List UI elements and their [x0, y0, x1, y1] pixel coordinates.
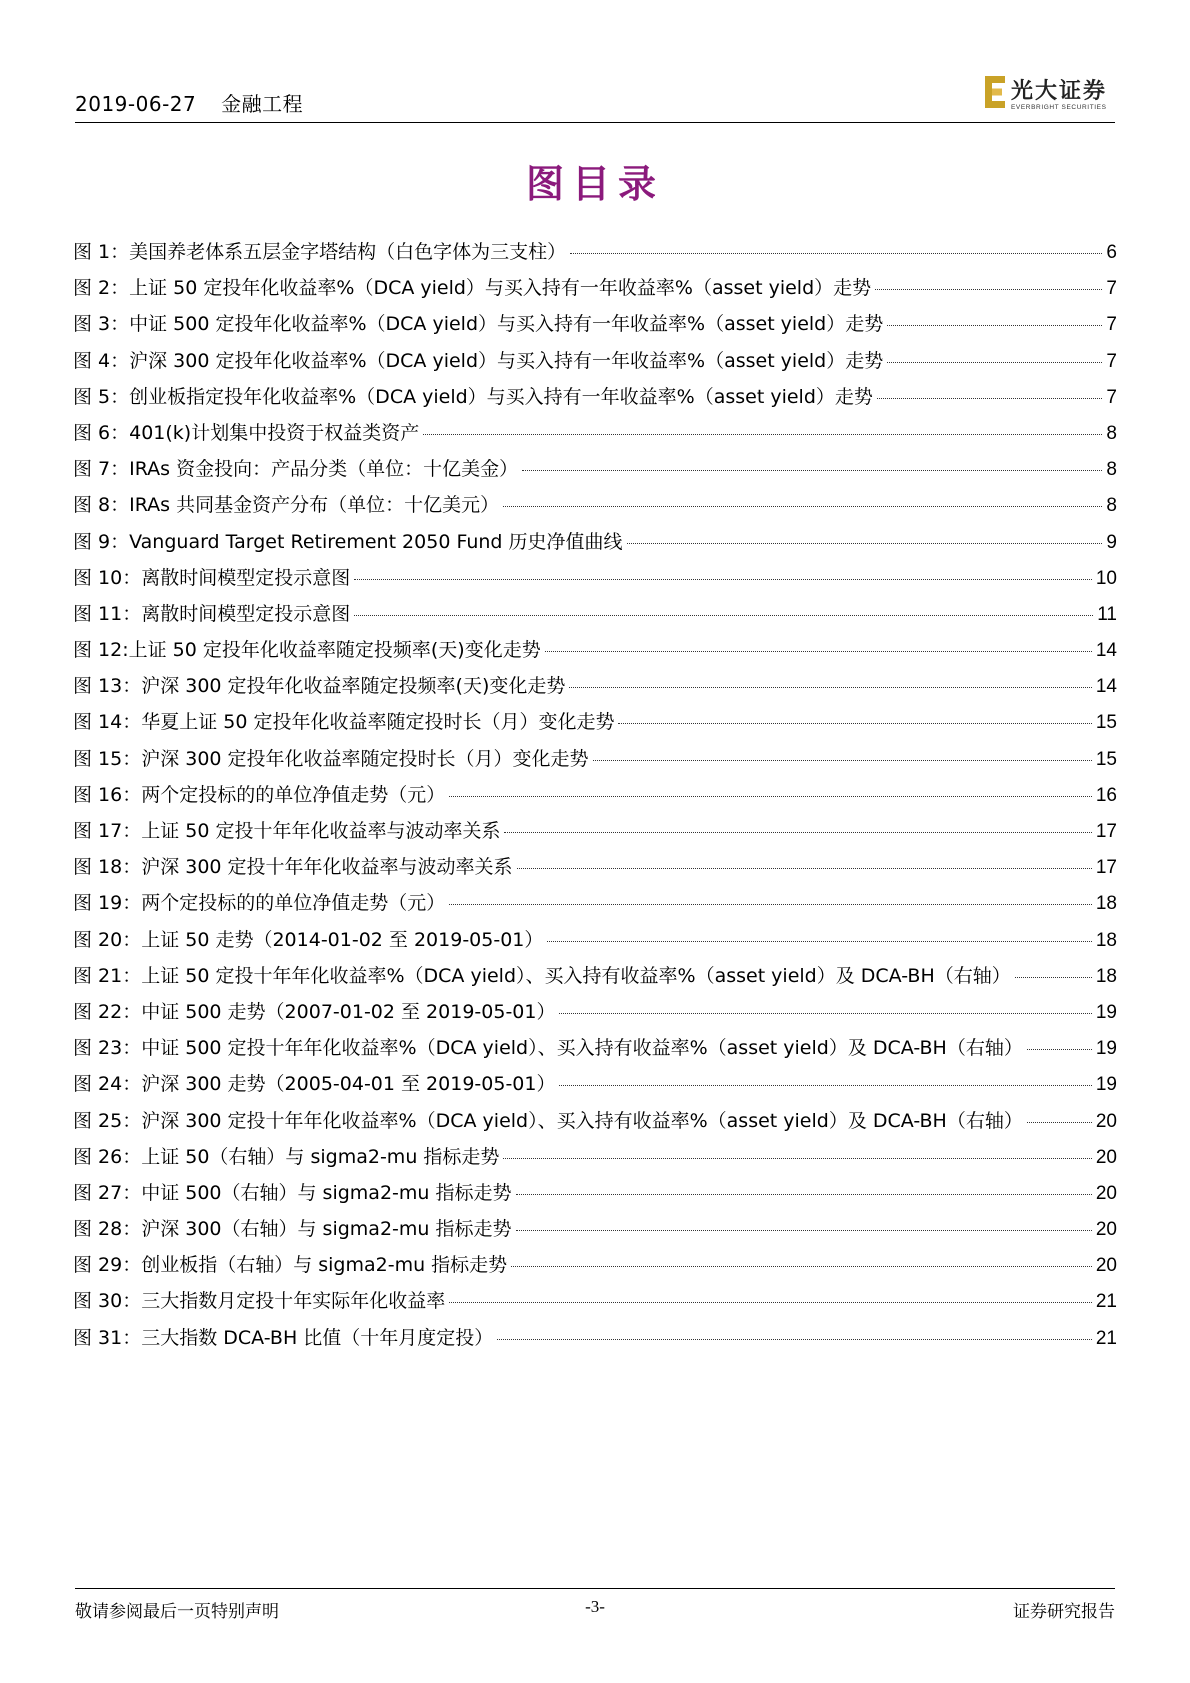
toc-entry[interactable]	[73, 309, 1117, 345]
toc-dot-leader	[547, 941, 1091, 942]
toc-entry[interactable]	[73, 1033, 1117, 1069]
toc-entry[interactable]	[73, 237, 1117, 273]
toc-entry-page: 19	[1095, 1001, 1117, 1023]
toc-entry-page: 19	[1095, 1074, 1117, 1096]
toc-entry[interactable]	[73, 382, 1117, 418]
toc-entry[interactable]	[73, 744, 1117, 780]
toc-dot-leader	[545, 651, 1092, 652]
toc-entry-label: 图 28：沪深 300（右轴）与 sigma2-mu 指标走势	[73, 1218, 512, 1241]
toc-entry-label: 图 5：创业板指定投年化收益率%（DCA yield）与买入持有一年收益率%（asset yield）走势	[73, 385, 873, 408]
toc-entry-label: 图 1：美国养老体系五层金字塔结构（白色字体为三支柱）	[73, 241, 567, 263]
toc-dot-leader	[618, 723, 1091, 724]
toc-dot-leader	[511, 1266, 1092, 1267]
header-meta	[75, 88, 303, 117]
toc-entry-page: 20	[1095, 1146, 1117, 1168]
toc-entry[interactable]	[73, 490, 1117, 526]
toc-entry-label: 图 14：华夏上证 50 定投年化收益率随定投时长（月）变化走势	[73, 711, 615, 734]
toc-dot-leader	[516, 1194, 1092, 1195]
toc-dot-leader	[354, 579, 1092, 580]
toc-dot-leader	[569, 687, 1091, 688]
toc-entry-label: 图 18：沪深 300 定投十年年化收益率与波动率关系	[73, 856, 513, 879]
toc-entry-page: 7	[1106, 314, 1117, 336]
toc-dot-leader	[559, 1085, 1091, 1086]
toc-entry-label: 图 17：上证 50 定投十年年化收益率与波动率关系	[73, 820, 501, 842]
toc-dot-leader	[503, 506, 1102, 507]
toc-entry-page: 10	[1095, 567, 1117, 589]
toc-entry-label: 图 20：上证 50 走势（2014-01-02 至 2019-05-01）	[73, 928, 544, 951]
toc-entry-page: 15	[1095, 712, 1117, 734]
toc-dot-leader	[1015, 977, 1092, 978]
toc-dot-leader	[593, 760, 1092, 761]
toc-entry-page: 14	[1095, 640, 1117, 662]
toc-dot-leader	[522, 470, 1102, 471]
toc-dot-leader	[449, 904, 1092, 905]
toc-dot-leader	[570, 253, 1102, 254]
report-category: 金融工程	[221, 92, 304, 116]
toc-entry-label: 图 2：上证 50 定投年化收益率%（DCA yield）与买入持有一年收益率%（asset yield）走势	[73, 277, 872, 300]
toc-entry[interactable]	[73, 1106, 1117, 1142]
toc-entry-page: 21	[1095, 1291, 1117, 1313]
toc-entry-page: 21	[1095, 1327, 1117, 1349]
toc-entry[interactable]	[73, 961, 1117, 997]
toc-dot-leader	[449, 796, 1092, 797]
toc-entry[interactable]	[73, 1250, 1117, 1286]
toc-entry-label: 图 26：上证 50（右轴）与 sigma2-mu 指标走势	[73, 1145, 500, 1168]
toc-entry[interactable]	[73, 346, 1117, 382]
toc-entry-page: 18	[1095, 965, 1117, 987]
toc-entry-label: 图 31：三大指数 DCA-BH 比值（十年月度定投）	[73, 1326, 494, 1349]
toc-entry-page: 19	[1095, 1038, 1117, 1060]
toc-entry[interactable]	[73, 1286, 1117, 1322]
toc-entry[interactable]	[73, 635, 1117, 671]
toc-entry[interactable]	[73, 418, 1117, 454]
toc-dot-leader	[1027, 1049, 1092, 1050]
toc-entry-page: 18	[1095, 893, 1117, 915]
toc-dot-leader	[503, 1158, 1091, 1159]
toc-dot-leader	[559, 1013, 1091, 1014]
toc-entry[interactable]	[73, 1214, 1117, 1250]
toc-entry-page: 17	[1095, 857, 1117, 879]
toc-entry-page: 11	[1097, 603, 1117, 625]
toc-entry-page: 9	[1106, 531, 1117, 553]
page-title: 图目录	[525, 161, 664, 206]
toc-dot-leader	[423, 434, 1102, 435]
toc-entry-label: 图 29：创业板指（右轴）与 sigma2-mu 指标走势	[73, 1254, 508, 1277]
toc-entry-page: 7	[1106, 350, 1117, 372]
toc-entry-page: 20	[1095, 1110, 1117, 1132]
toc-entry-label: 图 6：401(k)计划集中投资于权益类资产	[73, 421, 420, 444]
toc-entry[interactable]	[73, 599, 1117, 635]
company-logo	[985, 74, 1115, 118]
toc-entry-page: 20	[1095, 1219, 1117, 1241]
toc-entry-page: 15	[1095, 748, 1117, 770]
toc-entry-page: 7	[1106, 386, 1117, 408]
toc-entry-label: 图 24：沪深 300 走势（2005-04-01 至 2019-05-01）	[73, 1073, 556, 1096]
toc-entry-label: 图 22：中证 500 走势（2007-01-02 至 2019-05-01）	[73, 1000, 556, 1023]
toc-entry[interactable]	[73, 273, 1117, 309]
everbright-logo-icon	[985, 76, 1007, 108]
toc-entry[interactable]	[73, 1178, 1117, 1214]
toc-entry[interactable]	[73, 780, 1117, 816]
toc-entry-page: 16	[1095, 784, 1117, 806]
toc-dot-leader	[877, 398, 1103, 399]
toc-entry-label: 图 13：沪深 300 定投年化收益率随定投频率(天)变化走势	[73, 675, 566, 698]
toc-dot-leader	[875, 289, 1102, 290]
toc-entry-label: 图 9：Vanguard Target Retirement 2050 Fund 历史净值曲线	[73, 530, 623, 553]
toc-entry[interactable]	[73, 997, 1117, 1033]
toc-entry[interactable]	[73, 1323, 1117, 1359]
report-date: 2019-06-27	[75, 92, 197, 116]
toc-entry-page: 8	[1106, 422, 1117, 444]
toc-entry[interactable]	[73, 1069, 1117, 1105]
toc-dot-leader	[504, 832, 1091, 833]
toc-dot-leader	[449, 1302, 1092, 1303]
toc-entry-page: 20	[1095, 1255, 1117, 1277]
toc-entry-label: 图 3：中证 500 定投年化收益率%（DCA yield）与买入持有一年收益率%（asset yield）走势	[73, 313, 884, 336]
toc-entry[interactable]	[73, 563, 1117, 599]
toc-entry[interactable]	[73, 816, 1117, 852]
toc-entry-page: 18	[1095, 929, 1117, 951]
toc-dot-leader	[627, 543, 1103, 544]
toc-entry[interactable]	[73, 888, 1117, 924]
toc-entry-label: 图 27：中证 500（右轴）与 sigma2-mu 指标走势	[73, 1181, 512, 1204]
toc-entry-label: 图 19：两个定投标的的单位净值走势（元）	[73, 892, 446, 915]
toc-entry-label: 图 7：IRAs 资金投向：产品分类（单位：十亿美金）	[73, 458, 519, 481]
toc-entry-page: 17	[1095, 821, 1117, 842]
toc-entry[interactable]	[73, 707, 1117, 743]
toc-entry-label: 图 23：中证 500 定投十年年化收益率%（DCA yield）、买入持有收益率%（asset yield）及 DCA-BH（右轴）	[73, 1037, 1023, 1060]
toc-dot-leader	[497, 1339, 1092, 1340]
toc-entry-page: 8	[1106, 495, 1117, 517]
toc-entry[interactable]	[73, 1142, 1117, 1178]
toc-dot-leader	[516, 1230, 1092, 1231]
footer-report-type: 证券研究报告	[1013, 1602, 1115, 1622]
toc-entry[interactable]	[73, 925, 1117, 961]
toc-entry-label: 图 25：沪深 300 定投十年年化收益率%（DCA yield）、买入持有收益率%（asset yield）及 DCA-BH（右轴）	[73, 1109, 1023, 1132]
toc-entry-label: 图 8：IRAs 共同基金资产分布（单位：十亿美元）	[73, 494, 500, 517]
logo-text-en: EVERBRIGHT SECURITIES	[1011, 104, 1107, 111]
footer-disclaimer: 敬请参阅最后一页特别声明	[75, 1602, 279, 1622]
toc-dot-leader	[1027, 1122, 1092, 1123]
toc-dot-leader	[517, 868, 1092, 869]
toc-entry[interactable]	[73, 527, 1117, 563]
toc-entry[interactable]	[73, 671, 1117, 707]
toc-entry-label: 图 21：上证 50 定投十年年化收益率%（DCA yield）、买入持有收益率%（asset yield）及 DCA-BH（右轴）	[73, 964, 1011, 987]
toc-entry-page: 7	[1106, 278, 1117, 300]
toc-entry-page: 6	[1106, 242, 1117, 263]
toc-entry-page: 8	[1106, 459, 1117, 481]
figure-list	[73, 237, 1117, 1359]
toc-entry-label: 图 11：离散时间模型定投示意图	[73, 602, 351, 625]
toc-entry-label: 图 30：三大指数月定投十年实际年化收益率	[73, 1290, 446, 1313]
toc-dot-leader	[887, 325, 1102, 326]
page-header	[75, 70, 1115, 123]
page-footer	[75, 1588, 1115, 1622]
toc-entry-page: 14	[1095, 676, 1117, 698]
toc-entry-label: 图 10：离散时间模型定投示意图	[73, 566, 351, 589]
toc-entry-label: 图 12:上证 50 定投年化收益率随定投频率(天)变化走势	[73, 639, 541, 662]
toc-entry[interactable]	[73, 852, 1117, 888]
toc-entry-page: 20	[1095, 1182, 1117, 1204]
logo-text-cn: 光大证券	[1011, 78, 1108, 104]
toc-entry-label: 图 16：两个定投标的的单位净值走势（元）	[73, 783, 446, 806]
toc-dot-leader	[354, 615, 1093, 616]
toc-entry-label: 图 4：沪深 300 定投年化收益率%（DCA yield）与买入持有一年收益率%（asset yield）走势	[73, 349, 884, 372]
toc-dot-leader	[887, 362, 1102, 363]
toc-entry[interactable]	[73, 454, 1117, 490]
toc-entry-label: 图 15：沪深 300 定投年化收益率随定投时长（月）变化走势	[73, 747, 589, 770]
page-number: -3-	[585, 1597, 605, 1616]
